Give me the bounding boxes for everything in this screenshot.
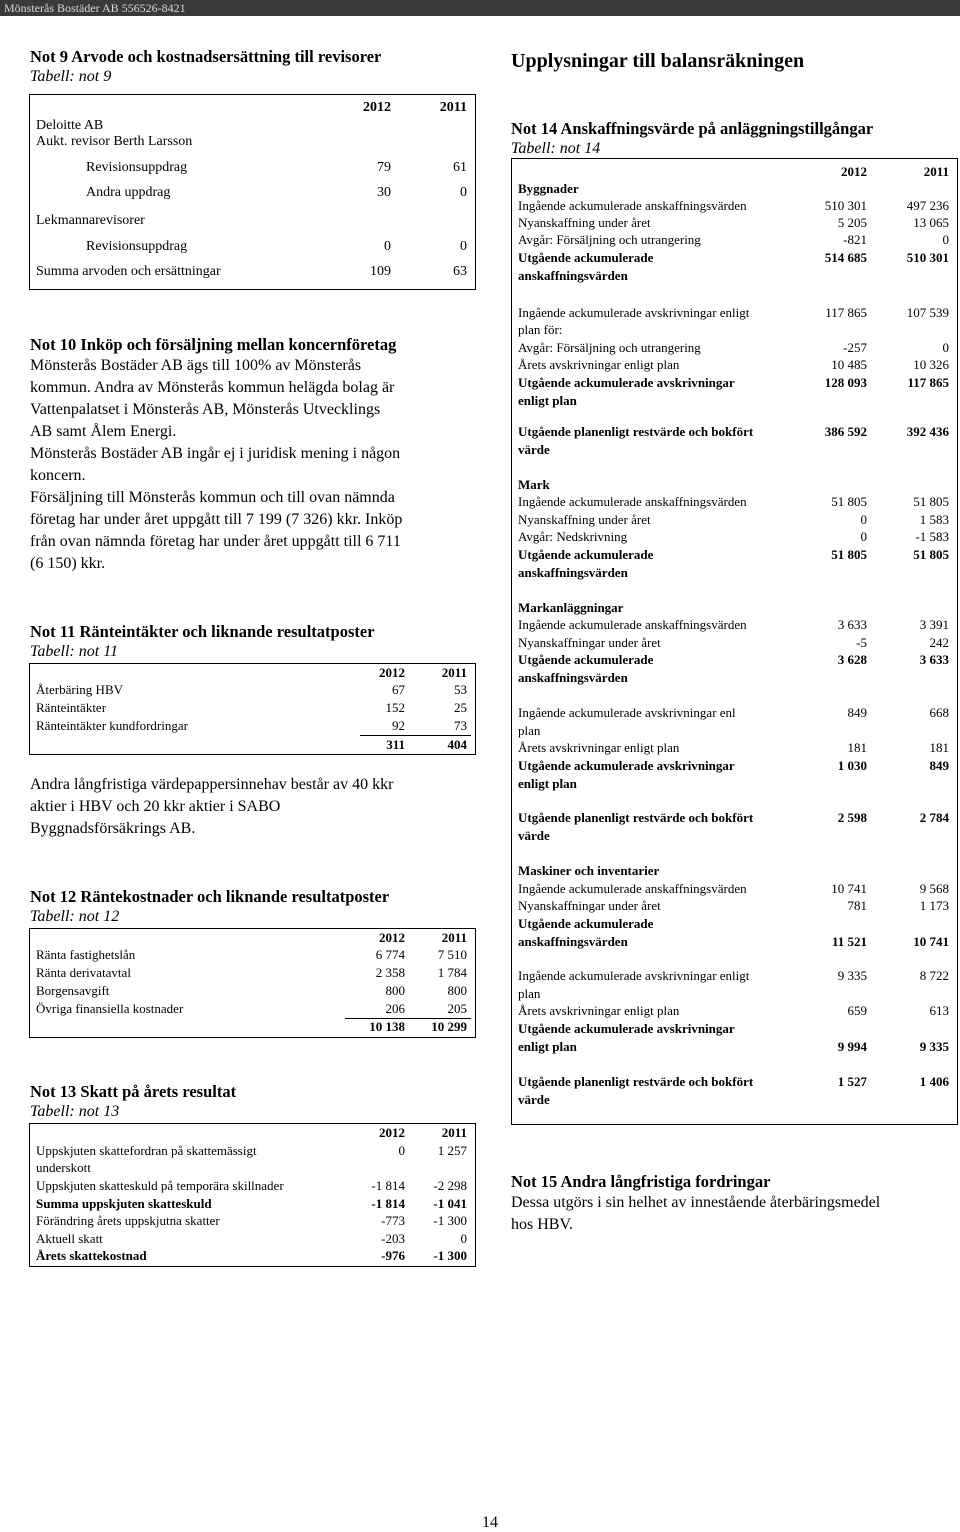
note13-table	[29, 1123, 476, 1267]
note12-heading	[30, 886, 389, 926]
note11-heading	[30, 621, 375, 661]
table-row: Ingående ackumulerade anskaffningsvärden 510 301 497 236	[518, 198, 949, 213]
table-row: Årets avskrivningar enligt plan 659 613	[518, 1003, 949, 1018]
table-row: Förändring årets uppskjutna skatter -773 -1 300	[36, 1213, 467, 1228]
table-row: Summa uppskjuten skatteskuld -1 814 -1 041	[36, 1196, 467, 1211]
section-markanlaggningar: Markanläggningar	[518, 600, 624, 615]
note9-title: Not 9 Arvode och kostnadsersättning till revisorer	[30, 47, 382, 66]
note11-subtitle: Tabell: not 11	[30, 643, 119, 660]
note9-firm: Deloitte AB	[36, 118, 104, 133]
year-2012: 2012	[363, 100, 391, 115]
table-row: Utgående ackumulerade 514 685 510 301	[518, 250, 949, 265]
note15-text: Dessa utgörs i sin helhet av innestående återbäringsmedel hos HBV.	[511, 1194, 881, 1233]
document-header-bar	[0, 0, 960, 16]
table-row: Övriga finansiella kostnader 206 205	[36, 1001, 467, 1016]
table-row: Årets avskrivningar enligt plan 181 181	[518, 740, 949, 755]
table-row: Utgående ackumulerade 3 628 3 633	[518, 652, 949, 667]
table-row: Nyanskaffningar under året 781 1 173	[518, 898, 949, 913]
table-row: Ränteintäkter 152 25	[36, 700, 467, 715]
table-row: Aktuell skatt -203 0	[36, 1231, 467, 1246]
table-row: Ingående ackumulerade anskaffningsvärden 51 805 51 805	[518, 494, 949, 509]
note11-table	[29, 663, 476, 755]
note11-year-row: 2012 2011	[379, 665, 467, 680]
note9-table	[29, 94, 476, 290]
table-row: anskaffningsvärden 11 521 10 741	[518, 934, 949, 949]
table-row: Nyanskaffningar under året -5 242	[518, 635, 949, 650]
table-row: Ingående ackumulerade avskrivningar enligt 117 865 107 539	[518, 305, 949, 320]
table-row: Utgående planenligt restvärde och bokfört 386 592 392 436	[518, 424, 949, 439]
note11-title: Not 11 Ränteintäkter och liknande resultatposter	[30, 622, 375, 641]
note13-total-row: Årets skattekostnad -976 -1 300	[36, 1248, 467, 1263]
table-row: Ränta fastighetslån 6 774 7 510	[36, 947, 467, 962]
table-row: underskott	[36, 1160, 91, 1175]
table-row: Borgensavgift 800 800	[36, 983, 467, 998]
table-row: anskaffningsvärden	[518, 268, 628, 283]
note13-title: Not 13 Skatt på årets resultat	[30, 1082, 237, 1101]
table-row: Utgående planenligt restvärde och bokfört 1 527 1 406	[518, 1074, 949, 1089]
table-row: Nyanskaffning under året 0 1 583	[518, 512, 949, 527]
note14-table	[511, 158, 958, 1125]
note13-year-row: 2012 2011	[379, 1125, 467, 1140]
table-row: anskaffningsvärden	[518, 670, 628, 685]
table-row: plan	[518, 986, 541, 1001]
table-row: Utgående ackumulerade avskrivningar	[518, 1021, 735, 1036]
table-row: värde	[518, 442, 550, 457]
note11-text: Andra långfristiga värdepappersinnehav består av 40 kkr aktier i HBV och 20 kkr aktier i SABO Byggnadsförsäkrings AB.	[30, 776, 394, 837]
table-row: Utgående planenligt restvärde och bokfört 2 598 2 784	[518, 810, 949, 825]
table-row: värde	[518, 1092, 550, 1107]
section-maskiner: Maskiner och inventarier	[518, 863, 660, 878]
note12-year-row: 2012 2011	[379, 930, 467, 945]
table-row: Avgår: Försäljning och utrangering -821 0	[518, 232, 949, 247]
note15-title: Not 15 Andra långfristiga fordringar	[511, 1172, 771, 1191]
table-row: Återbäring HBV 67 53	[36, 682, 467, 697]
note9-heading	[30, 46, 381, 86]
note10-title: Not 10 Inköp och försäljning mellan koncernföretag	[30, 335, 397, 354]
table-row: Ingående ackumulerade avskrivningar enligt 9 335 8 722	[518, 968, 949, 983]
table-row: enligt plan 9 994 9 335	[518, 1039, 949, 1054]
note10-section	[30, 334, 476, 575]
table-row: Ingående ackumulerade avskrivningar enl 849 668	[518, 705, 949, 720]
page-number: 14	[482, 1514, 498, 1531]
table-row: Utgående ackumulerade avskrivningar 128 093 117 865	[518, 375, 949, 390]
table-row: Avgår: Nedskrivning 0 -1 583	[518, 529, 949, 544]
table-row: Andra uppdrag 30 0	[86, 185, 467, 200]
table-row: enligt plan	[518, 776, 577, 791]
table-row: Ränteintäkter kundfordringar 92 73	[36, 718, 467, 733]
note11-total-row: 311 404	[386, 737, 467, 752]
table-row: Ingående ackumulerade anskaffningsvärden 10 741 9 568	[518, 881, 949, 896]
note9-auditor: Aukt. revisor Berth Larsson	[36, 134, 193, 149]
table-row: enligt plan	[518, 393, 577, 408]
table-row: Uppskjuten skatteskuld på temporära skillnader -1 814 -2 298	[36, 1178, 467, 1193]
table-row: Nyanskaffning under året 5 205 13 065	[518, 215, 949, 230]
note9-year-row	[30, 99, 475, 117]
table-row: Uppskjuten skattefordran på skattemässigt 0 1 257	[36, 1143, 467, 1158]
section-byggnader: Byggnader	[518, 181, 579, 196]
table-row: plan för:	[518, 322, 563, 337]
table-row: Årets avskrivningar enligt plan 10 485 10 326	[518, 357, 949, 372]
table-row: plan	[518, 723, 541, 738]
note12-title: Not 12 Räntekostnader och liknande resultatposter	[30, 887, 390, 906]
company-name: Mönsterås Bostäder AB 556526-8421	[4, 1, 186, 15]
note12-table	[29, 928, 476, 1038]
balance-heading: Upplysningar till balansräkningen	[511, 50, 805, 72]
note9-subtitle: Tabell: not 9	[30, 68, 112, 85]
table-row: Ingående ackumulerade anskaffningsvärden 3 633 3 391	[518, 617, 949, 632]
table-row: Utgående ackumulerade avskrivningar 1 030 849	[518, 758, 949, 773]
note9-total-row: Summa arvoden och ersättningar 109 63	[36, 264, 467, 279]
note13-heading	[30, 1081, 236, 1121]
note15-section	[511, 1171, 960, 1236]
table-row: Avgår: Försäljning och utrangering -257 0	[518, 340, 949, 355]
year-2011: 2011	[439, 100, 467, 115]
table-row: värde	[518, 828, 550, 843]
note10-text: Mönsterås Bostäder AB ägs till 100% av Mönsterås kommun. Andra av Mönsterås kommun helägda bolag är Vattenpalatset i Mönsterås AB, Mönsterås Utvecklings AB samt Ålem Energi. Mönsterås Bostäder AB ingår ej i juridisk mening i någon koncern. Försäljning till Mönsterås kommun och till ovan nämnda företag har under året uppgått till 7 199 (7 326) kkr. Inköp från ovan nämnda företag har under året uppgått till 6 711 (6 150) kkr.	[30, 357, 403, 572]
note14-subtitle: Tabell: not 14	[511, 140, 601, 157]
table-row: Utgående ackumulerade 51 805 51 805	[518, 547, 949, 562]
table-row: Ränta derivatavtal 2 358 1 784	[36, 965, 467, 980]
table-row: Utgående ackumulerade	[518, 916, 654, 931]
note14-title: Not 14 Anskaffningsvärde på anläggningstillgångar	[511, 119, 874, 138]
table-row: Revisionsuppdrag 0 0	[86, 239, 467, 254]
table-row: Lekmannarevisorer	[36, 213, 145, 228]
note14-heading	[511, 118, 873, 158]
table-row: anskaffningsvärden	[518, 565, 628, 580]
section-mark: Mark	[518, 477, 550, 492]
note13-subtitle: Tabell: not 13	[30, 1103, 120, 1120]
table-row: Revisionsuppdrag 79 61	[86, 160, 467, 175]
note12-subtitle: Tabell: not 12	[30, 908, 120, 925]
note14-year-row: 2012 2011	[841, 164, 949, 179]
note12-total-row: 10 138 10 299	[369, 1019, 467, 1034]
